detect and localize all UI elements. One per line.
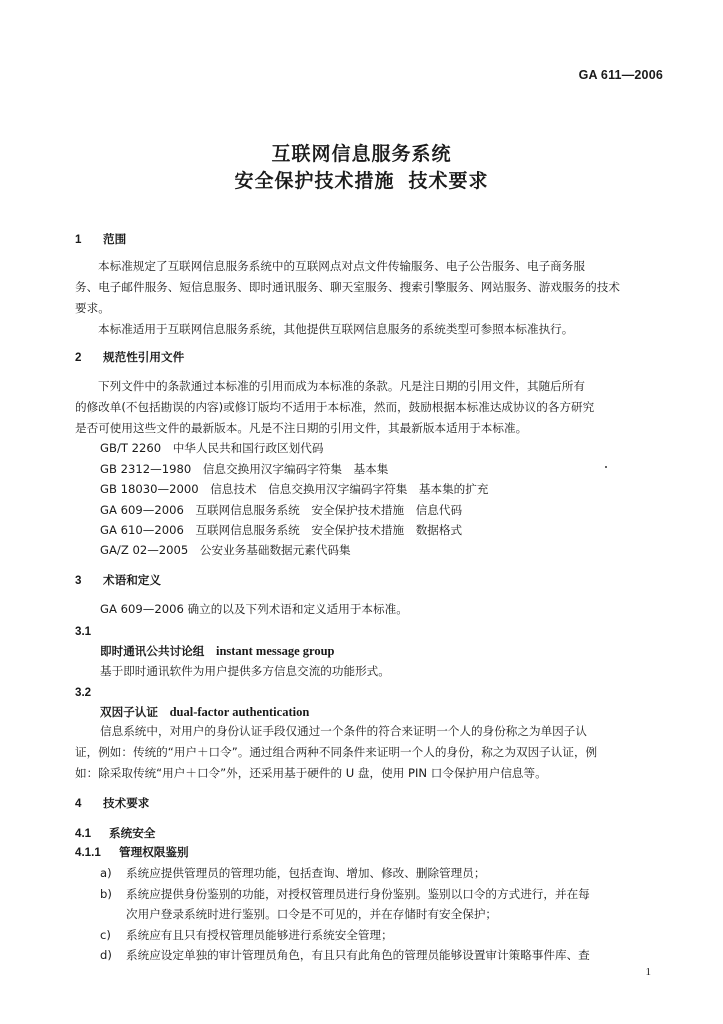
list-item xyxy=(100,928,393,942)
paragraph-line: 务、电子邮件服务、短信息服务、即时通讯服务、聊天室服务、搜索引擎服务、网站服务、游戏服务的技术 xyxy=(75,280,620,294)
paragraph-line: 本标准规定了互联网信息服务系统中的互联网点对点文件传输服务、电子公告服务、电子商务服 xyxy=(98,259,585,273)
paragraph-line: 是否可使用这些文件的最新版本。凡是不注日期的引用文件，其最新版本适用于本标准。 xyxy=(75,421,528,435)
clause-title: 管理权限鉴别 xyxy=(119,845,189,859)
paragraph-line: 的修改单(不包括勘误的内容)或修订版均不适用于本标准，然而，鼓励根据本标准达成协议的各方研究 xyxy=(75,400,595,414)
clause-4-1-1-heading xyxy=(75,845,189,860)
term-definition-line: 证，例如：传统的“用户＋口令”。通过组合两种不同条件来证明一个人的身份，称之为双因子认证，例 xyxy=(75,745,598,759)
title-line-2a: 安全保护技术措施 xyxy=(234,170,395,192)
paragraph-line: 要求。 xyxy=(75,301,110,315)
paragraph-line: GA 609—2006 确立的以及下列术语和定义适用于本标准。 xyxy=(100,602,408,616)
section-number: 4 xyxy=(75,797,82,810)
list-text: 次用户登录系统时进行鉴别。口令是不可见的，并在存储时有安全保护； xyxy=(126,907,498,921)
term-chinese: 双因子认证 xyxy=(100,705,158,719)
list-marker: d) xyxy=(100,948,112,962)
term-3-2 xyxy=(100,705,309,719)
normative-reference: GB/T 2260 中华人民共和国行政区划代码 xyxy=(100,441,324,455)
term-definition-line: 如：除采取传统“用户＋口令”外，还采用基于硬件的 U 盘，使用 PIN 口令保护用户信息等。 xyxy=(75,766,547,780)
term-english: dual-factor authentication xyxy=(169,705,310,719)
term-definition: 基于即时通讯软件为用户提供多方信息交流的功能形式。 xyxy=(100,664,390,678)
section-number: 3 xyxy=(75,574,82,587)
section-1-heading xyxy=(75,232,126,247)
term-chinese: 即时通讯公共讨论组 xyxy=(100,644,205,658)
paragraph-line: 本标准适用于互联网信息服务系统，其他提供互联网信息服务的系统类型可参照本标准执行。 xyxy=(98,322,574,336)
list-text: 系统应提供管理员的管理功能，包括查询、增加、修改、删除管理员； xyxy=(126,866,486,880)
section-title: 术语和定义 xyxy=(103,573,161,587)
normative-reference: GB 18030—2000 信息技术 信息交换用汉字编码字符集 基本集的扩充 xyxy=(100,482,489,496)
list-item xyxy=(100,866,485,880)
document-title-line-1: 互联网信息服务系统 xyxy=(271,143,452,165)
list-item-continuation xyxy=(100,907,497,921)
section-number: 2 xyxy=(75,351,82,364)
clause-4-1-heading xyxy=(75,826,155,841)
title-line-2b: 技术要求 xyxy=(408,170,489,192)
clause-title: 系统安全 xyxy=(109,826,156,840)
list-marker: c) xyxy=(100,928,111,942)
section-title: 范围 xyxy=(103,232,127,246)
scan-speck xyxy=(605,466,607,468)
list-marker: a) xyxy=(100,866,112,880)
section-title: 技术要求 xyxy=(103,796,150,810)
section-4-heading xyxy=(75,796,149,811)
normative-reference: GA 609—2006 互联网信息服务系统 安全保护技术措施 信息代码 xyxy=(100,503,463,517)
term-3-1 xyxy=(100,644,335,658)
normative-reference: GB 2312—1980 信息交换用汉字编码字符集 基本集 xyxy=(100,462,389,476)
page-number: 1 xyxy=(645,966,651,978)
section-number: 1 xyxy=(75,233,82,246)
clause-number: 3.2 xyxy=(75,686,92,699)
section-title: 规范性引用文件 xyxy=(103,350,185,364)
section-2-heading xyxy=(75,350,184,365)
clause-number: 3.1 xyxy=(75,625,92,638)
standard-code: GA 611—2006 xyxy=(578,68,663,82)
list-text: 系统应设定单独的审计管理员角色，有且只有此角色的管理员能够设置审计策略事件库、查 xyxy=(126,948,590,962)
list-marker: b) xyxy=(100,887,112,901)
list-text: 系统应有且只有授权管理员能够进行系统安全管理； xyxy=(126,928,393,942)
section-3-heading xyxy=(75,573,161,588)
document-title-line-2 xyxy=(0,166,723,193)
list-text: 系统应提供身份鉴别的功能，对授权管理员进行身份鉴别。鉴别以口令的方式进行，并在每 xyxy=(126,887,590,901)
clause-number: 4.1 xyxy=(75,827,92,840)
clause-number: 4.1.1 xyxy=(75,846,101,859)
paragraph-line: 下列文件中的条款通过本标准的引用而成为本标准的条款。凡是注日期的引用文件，其随后所有 xyxy=(98,379,585,393)
term-english: instant message group xyxy=(215,644,335,658)
term-definition-line: 信息系统中，对用户的身份认证手段仅通过一个条件的符合来证明一个人的身份称之为单因子认 xyxy=(100,724,587,738)
normative-reference: GA/Z 02—2005 公安业务基础数据元素代码集 xyxy=(100,543,351,557)
normative-reference: GA 610—2006 互联网信息服务系统 安全保护技术措施 数据格式 xyxy=(100,523,463,537)
list-item xyxy=(100,887,590,901)
list-item xyxy=(100,948,590,962)
